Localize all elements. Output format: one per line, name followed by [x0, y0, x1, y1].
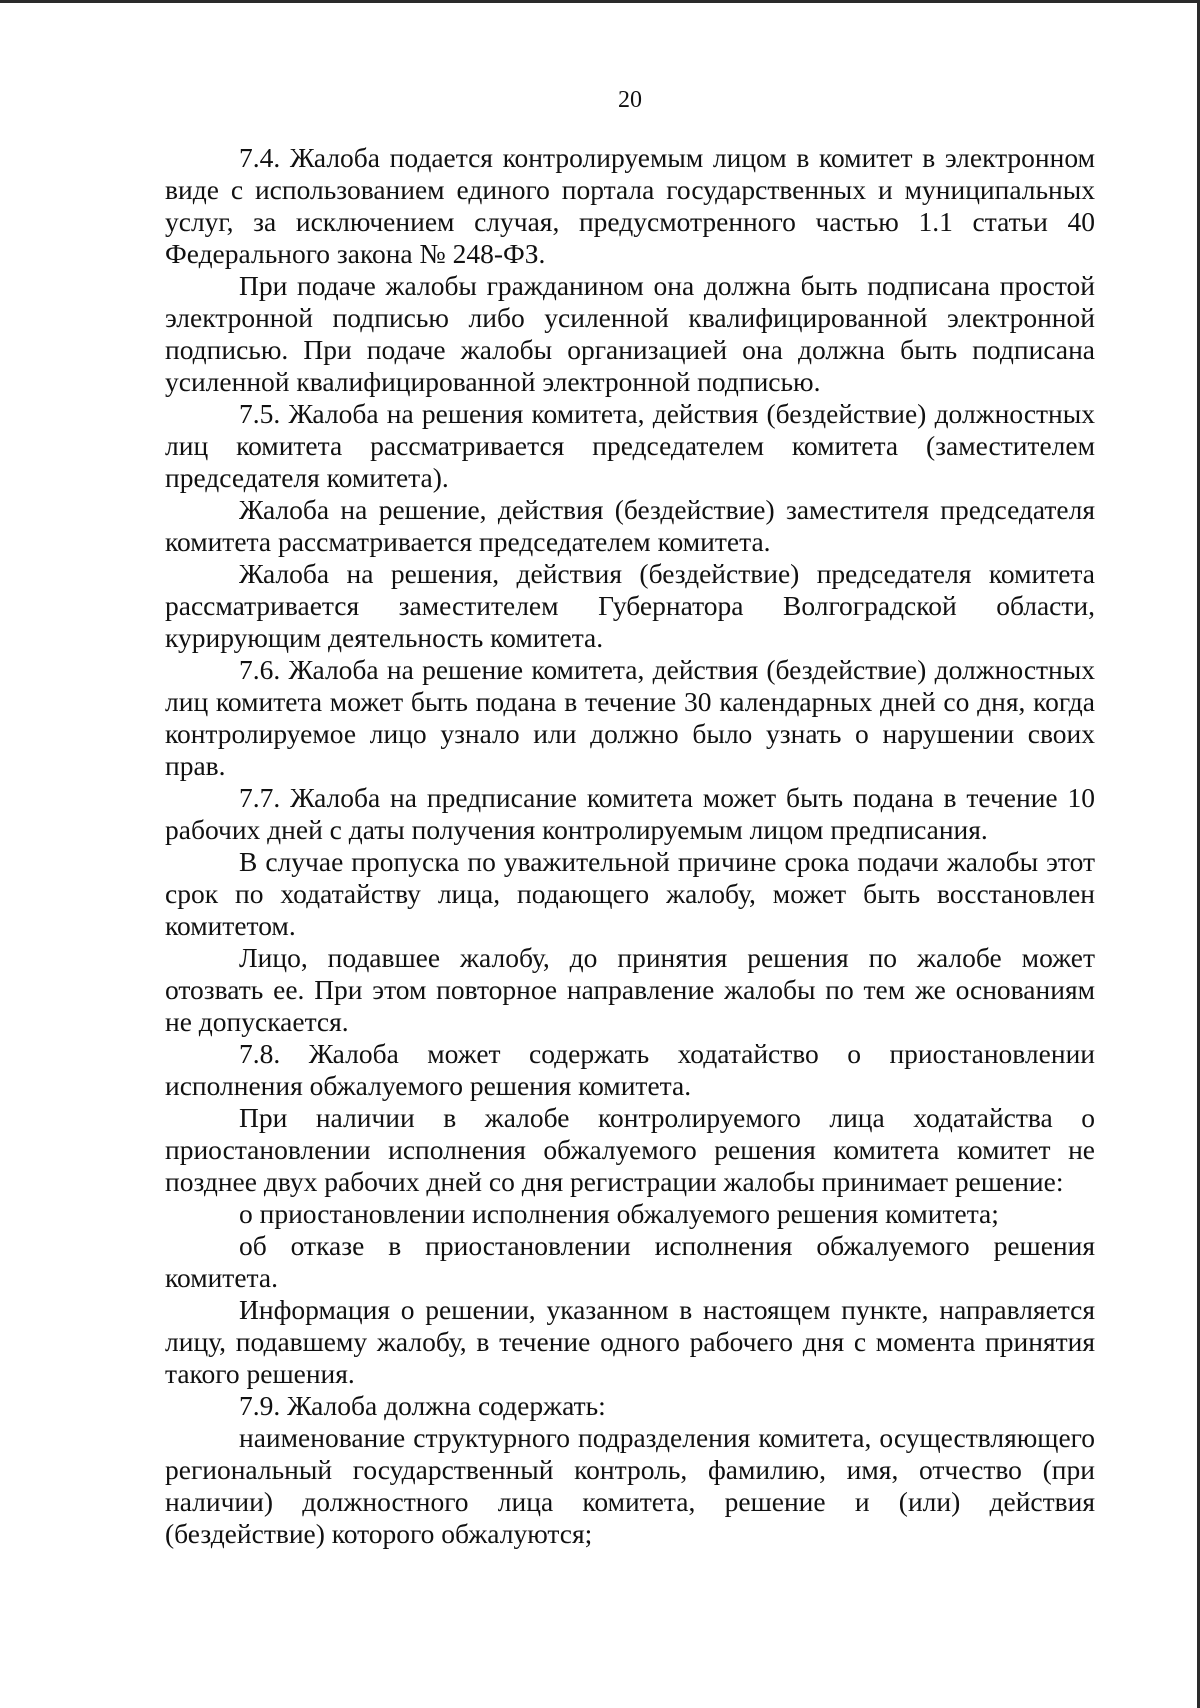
scan-border-top	[0, 0, 1200, 3]
paragraph: Жалоба на решения, действия (бездействие) председателя комитета рассматривается заместителем Губернатора Волгоградской области, курирующим деятельность комитета.	[165, 558, 1095, 653]
paragraph: об отказе в приостановлении исполнения обжалуемого решения комитета.	[165, 1230, 1095, 1293]
paragraph: 7.9. Жалоба должна содержать:	[239, 1390, 606, 1421]
paragraph: 7.8. Жалоба может содержать ходатайство о приостановлении исполнения обжалуемого решения комитета.	[165, 1038, 1095, 1101]
paragraph: о приостановлении исполнения обжалуемого решения комитета;	[239, 1198, 999, 1229]
paragraph: наименование структурного подразделения комитета, осуществляющего региональный государственный контроль, фамилию, имя, отчество (при наличии) должностного лица комитета, решение и (или) действия (бездействие) которого обжалуются;	[165, 1422, 1095, 1549]
paragraph: 7.7. Жалоба на предписание комитета может быть подана в течение 10 рабочих дней с даты получения контролируемым лицом предписания.	[165, 782, 1095, 845]
paragraph: При подаче жалобы гражданином она должна быть подписана простой электронной подписью либо усиленной квалифицированной электронной подписью. При подаче жалобы организацией она должна быть подписана усиленной квалифицированной электронной подписью.	[165, 270, 1095, 397]
paragraph: 7.6. Жалоба на решение комитета, действия (бездействие) должностных лиц комитета может быть подана в течение 30 календарных дней со дня, когда контролируемое лицо узнало или должно было узнать о нарушении своих прав.	[165, 654, 1095, 781]
paragraph: Информация о решении, указанном в настоящем пункте, направляется лицу, подавшему жалобу, в течение одного рабочего дня с момента принятия такого решения.	[165, 1294, 1095, 1389]
document-body	[165, 142, 1095, 1550]
page-number: 20	[618, 87, 642, 113]
paragraph: Жалоба на решение, действия (бездействие) заместителя председателя комитета рассматривается председателем комитета.	[165, 494, 1095, 557]
paragraph: 7.5. Жалоба на решения комитета, действия (бездействие) должностных лиц комитета рассматривается председателем комитета (заместителем председателя комитета).	[165, 398, 1095, 493]
paragraph: 7.4. Жалоба подается контролируемым лицом в комитет в электронном виде с использованием единого портала государственных и муниципальных услуг, за исключением случая, предусмотренного частью 1.1 статьи 40 Федерального закона № 248-ФЗ.	[165, 142, 1095, 269]
paragraph: В случае пропуска по уважительной причине срока подачи жалобы этот срок по ходатайству лица, подающего жалобу, может быть восстановлен комитетом.	[165, 846, 1095, 941]
paragraph: При наличии в жалобе контролируемого лица ходатайства о приостановлении исполнения обжалуемого решения комитета комитет не позднее двух рабочих дней со дня регистрации жалобы принимает решение:	[165, 1102, 1095, 1197]
paragraph: Лицо, подавшее жалобу, до принятия решения по жалобе может отозвать ее. При этом повторное направление жалобы по тем же основаниям не допускается.	[165, 942, 1095, 1037]
